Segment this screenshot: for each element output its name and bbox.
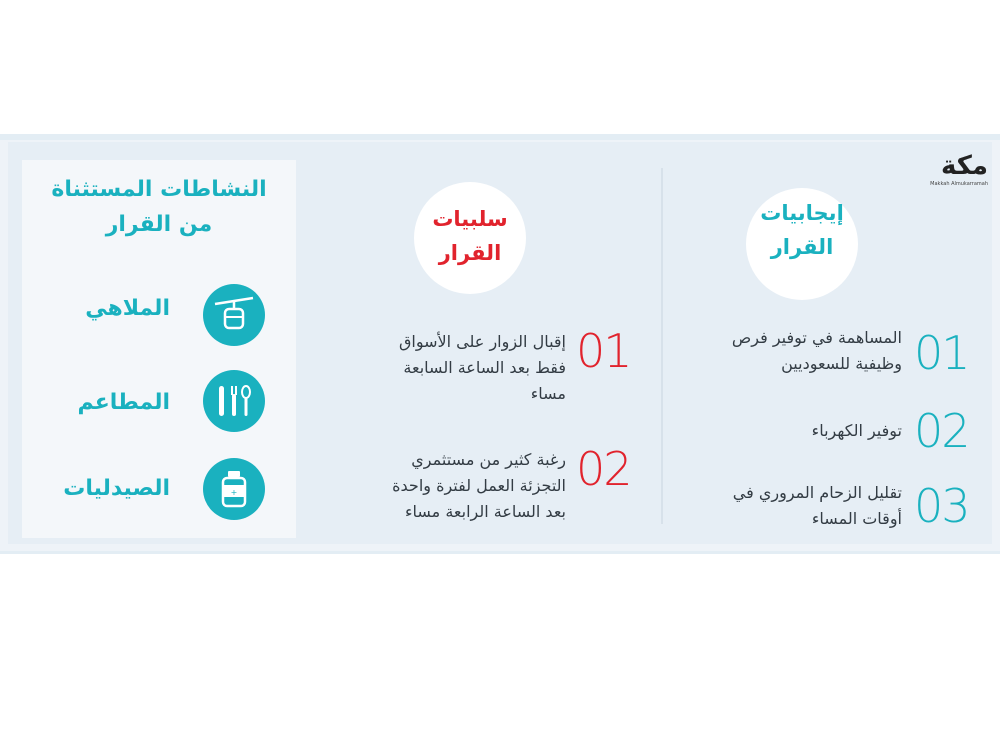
logo-subtitle: Makkah Almukarramah xyxy=(930,181,988,187)
negative-item-2 xyxy=(330,447,566,525)
column-divider xyxy=(661,168,663,524)
positives-title xyxy=(746,196,858,264)
negative-item-1-line2: فقط بعد الساعة السابعة xyxy=(403,358,566,377)
negatives-title-line2: القرار xyxy=(438,241,502,265)
positive-number-1: 01 xyxy=(914,326,969,380)
positive-item-3-line1: تقليل الزحام المروري في xyxy=(732,483,902,502)
activity-pharmacies: الصيدليات xyxy=(63,476,170,501)
positive-item-3 xyxy=(676,480,902,532)
negatives-title-line1: سلبيات xyxy=(432,207,508,231)
positive-item-1 xyxy=(676,325,902,377)
exempt-title-line1: النشاطات المستثناة xyxy=(51,177,267,202)
makkah-logo xyxy=(912,151,988,188)
positive-item-2-line1: توفير الكهرباء xyxy=(811,421,902,440)
negatives-title xyxy=(414,202,526,270)
positive-number-2: 02 xyxy=(914,404,969,458)
exempt-title xyxy=(26,172,292,242)
positives-title-line1: إيجابيات xyxy=(760,201,844,225)
negative-item-1 xyxy=(330,329,566,407)
negative-item-2-line1: رغبة كثير من مستثمري xyxy=(411,450,566,469)
negative-item-2-line2: التجزئة العمل لفترة واحدة xyxy=(392,476,566,495)
negative-item-2-line3: بعد الساعة الرابعة مساء xyxy=(404,502,566,521)
positive-number-3: 03 xyxy=(914,479,969,533)
svg-text:+: + xyxy=(230,488,238,497)
activity-restaurants: المطاعم xyxy=(77,390,170,415)
negative-item-1-line3: مساء xyxy=(530,384,566,403)
negative-number-1: 01 xyxy=(576,324,631,378)
negative-number-2: 02 xyxy=(576,442,631,496)
medicine-bottle-icon xyxy=(203,458,265,520)
positive-item-1-line1: المساهمة في توفير فرص xyxy=(731,328,902,347)
cable-car-icon xyxy=(203,284,265,346)
positive-item-3-line2: أوقات المساء xyxy=(811,509,902,528)
positive-item-2 xyxy=(676,418,902,444)
logo-word: مكة xyxy=(941,151,988,181)
activity-amusement: الملاهي xyxy=(85,296,170,321)
positives-title-line2: القرار xyxy=(770,235,834,259)
negative-item-1-line1: إقبال الزوار على الأسواق xyxy=(398,332,566,351)
exempt-title-line2: من القرار xyxy=(105,212,213,237)
positive-item-1-line2: وظيفية للسعوديين xyxy=(781,354,902,373)
cutlery-icon xyxy=(203,370,265,432)
